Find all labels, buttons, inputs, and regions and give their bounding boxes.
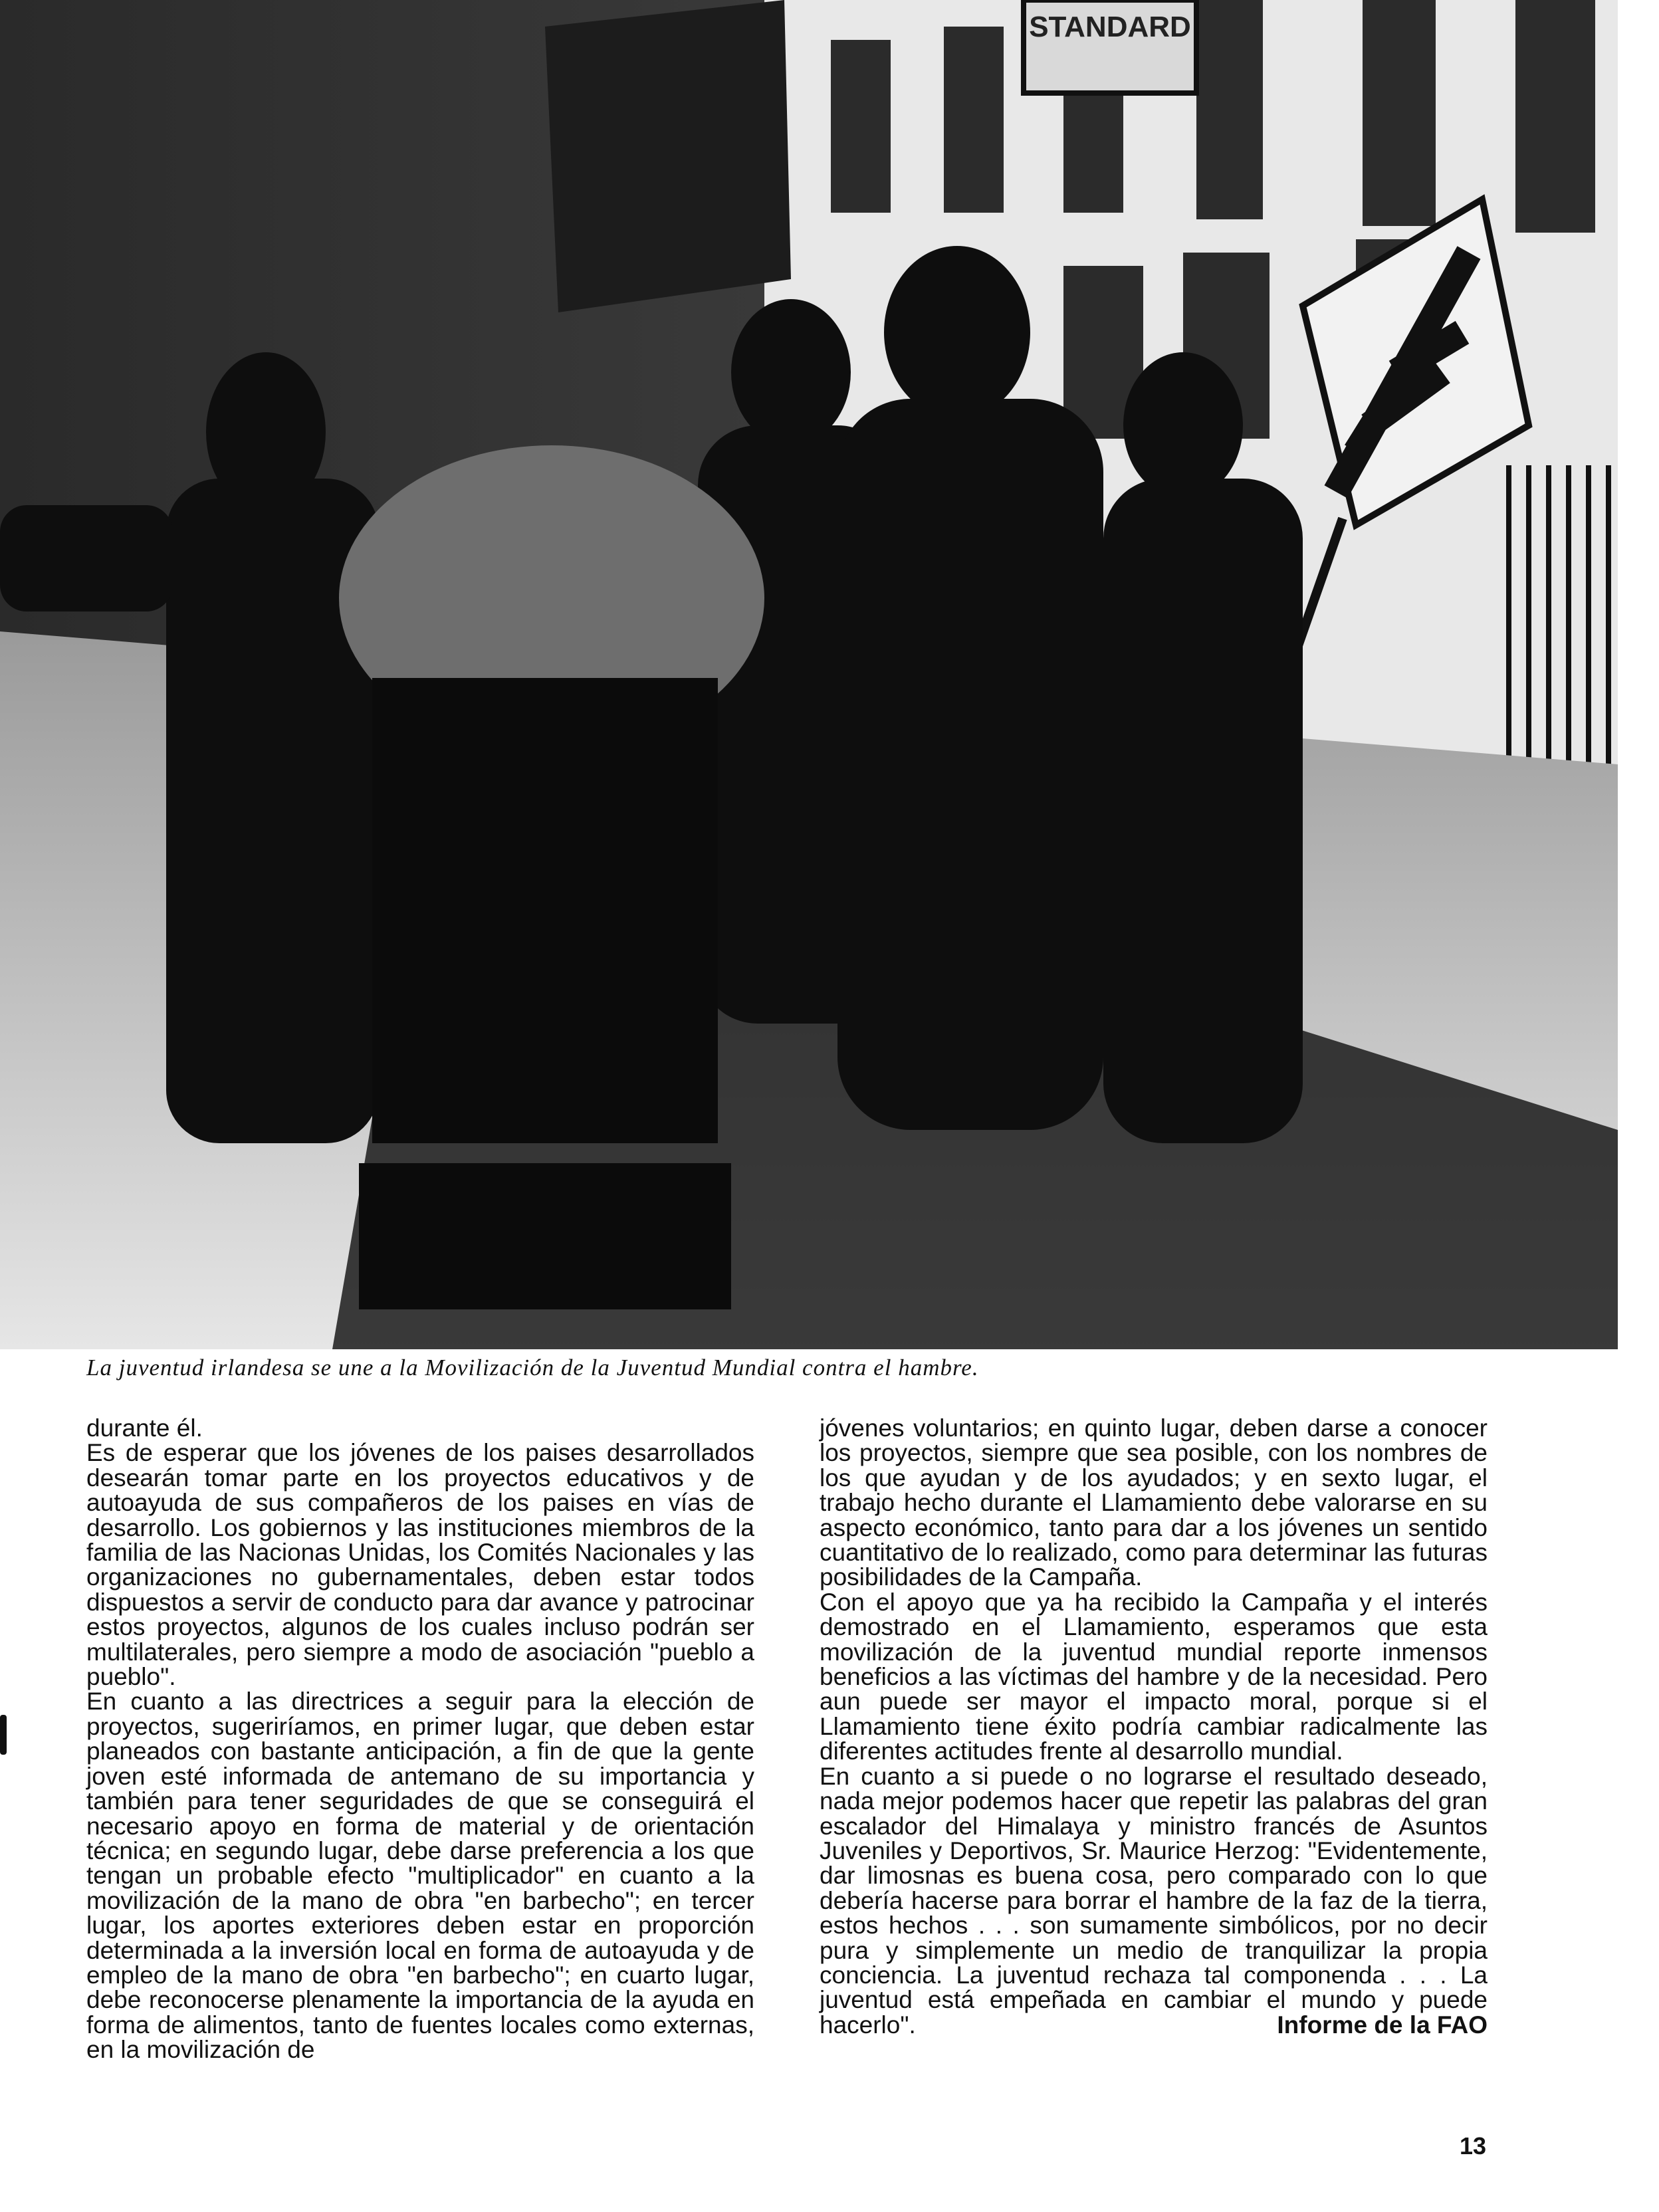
source-signature: Informe de la FAO — [1277, 2011, 1488, 2039]
page-number: 13 — [1460, 2132, 1487, 2159]
photo-caption: La juventud irlandesa se une a la Movilización de la Juventud Mundial contra el hambre. — [86, 1355, 979, 1381]
paragraph: Con el apoyo que ya ha recibido la Campaña y el interés demostrado en el Llamamiento, esperamos que esta movilización de la juventud mundial reporte inmensos beneficios a las víctimas del hambre y de la necesidad. Pero aun puede ser mayor el impacto moral, porque si el Llamamiento tiene éxito podría cambiar radicalmente las diferentes actitudes frente al desarrollo mundial. — [820, 1588, 1488, 1765]
paragraph: durante él. — [86, 1414, 203, 1442]
paragraph: En cuanto a las directrices a seguir para la elección de proyectos, sugeriríamos, en primer lugar, que deben estar planeados con bastante anticipación, a fin de que la gente joven esté informada de antemano de su importancia y también para tener seguridades de que se conseguirá el necesario apoyo en forma de material y de orientación técnica; en segundo lugar, debe darse preferencia a los que tengan un probable efecto "multiplicador" en cuanto a la movilización de la mano de obra "en barbecho"; en tercer lugar, los aportes exteriores deben estar en proporción determinada a la inversión local en forma de autoayuda y de empleo de la mano de obra "en barbecho"; en cuarto lugar, debe reconocerse plenamente la importancia de la ayuda en forma de alimentos, tanto de fuentes locales como externas, en la movilización de — [86, 1688, 754, 2064]
margin-mark — [0, 1715, 7, 1755]
paragraph: jóvenes voluntarios; en quinto lugar, deben darse a conocer los proyectos, siempre que sea posible, con los nombres de los que ayudan y de los ayudados; y en sexto lugar, el trabajo hecho durante el Llamamiento debe valorarse en su aspecto económico, tanto para dar a los jóvenes un sentido cuantitativo de lo realizado, como para determinar las futuras posibilidades de la Campaña. — [820, 1414, 1488, 1591]
paragraph: Es de esperar que los jóvenes de los paises desarrollados desearán tomar parte en los proyectos educativos y de autoayuda de sus compañeros de los paises en vías de desarrollo. Los gobiernos y las instituciones miembros de la familia de las Nacionas Unidas, los Comités Nacionales y las organizaciones no gubernamentales, deben estar todos dispuestos a servir de conducto para dar avance y patrocinar estos proyectos, algunos de los cuales incluso podrán ser multilaterales, pero siempre a modo de asociación "pueblo a pueblo". — [86, 1439, 754, 1691]
shop-sign-text: STANDARD — [1029, 11, 1191, 43]
article-column-left — [86, 1416, 754, 2062]
paragraph — [820, 1764, 1488, 2037]
quote-text: En cuanto a si puede o no lograrse el resultado deseado, nada mejor podemos hacer que repetir las palabras del gran escalador del Himalaya y ministro francés de Asuntos Juveniles y Deportivos, Sr. Maurice Herzog: "Evidentemente, dar limosnas es buena cosa, pero comparado con lo que debería hacerse para borrar el hambre de la faz de la tierra, estos hechos . . . son sumamente simbólicos, por no decir pura y simplemente un medio de tranquilizar la propia conciencia. La juventud rechaza tal componenda . . . La juventud está empeñada en cambiar el mundo y puede hacerlo". — [820, 1762, 1488, 2039]
article-column-right — [820, 1416, 1488, 2037]
